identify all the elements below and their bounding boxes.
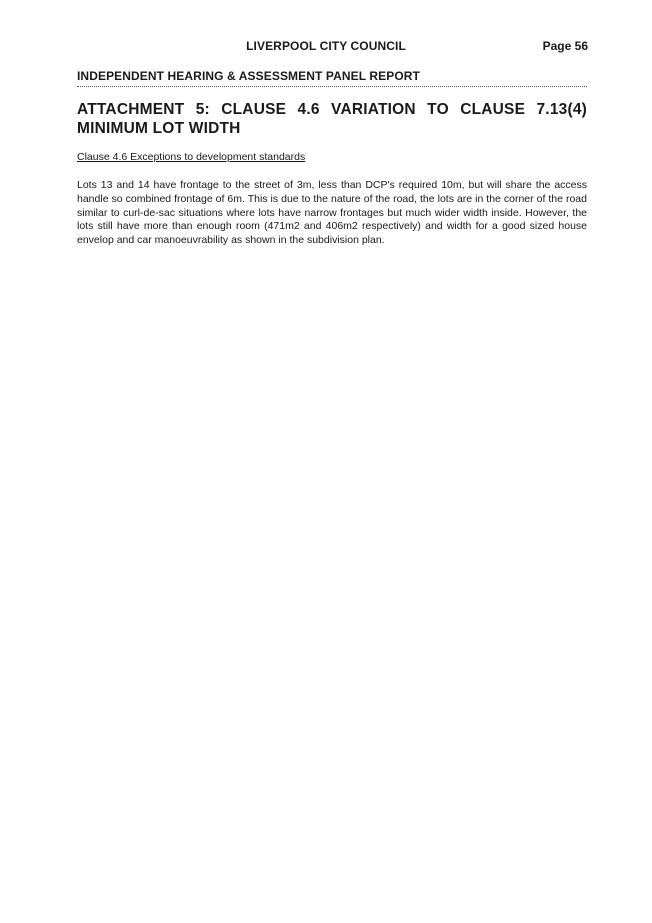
body-paragraph: Lots 13 and 14 have frontage to the street of 3m, less than DCP's required 10m, but will share the access handle so combined frontage of 6m. This is due to the nature of the road, the lots are in the corner of the road similar to curl-de-sac situations where lots have narrow frontages but much wider width inside. However, the lots still have more than enough room (471m2 and 406m2 respectively) and width for a good sized house envelop and car manoeuvrability as shown in the subdivision plan. [77, 179, 587, 247]
header-divider [77, 86, 587, 87]
report-title: INDEPENDENT HEARING & ASSESSMENT PANEL REPORT [77, 69, 420, 83]
attachment-heading: ATTACHMENT 5: CLAUSE 4.6 VARIATION TO CLAUSE 7.13(4) MINIMUM LOT WIDTH [77, 101, 587, 137]
section-subheading: Clause 4.6 Exceptions to development standards [77, 151, 306, 163]
council-name: LIVERPOOL CITY COUNCIL [246, 39, 406, 53]
page-number: Page 56 [542, 39, 588, 53]
